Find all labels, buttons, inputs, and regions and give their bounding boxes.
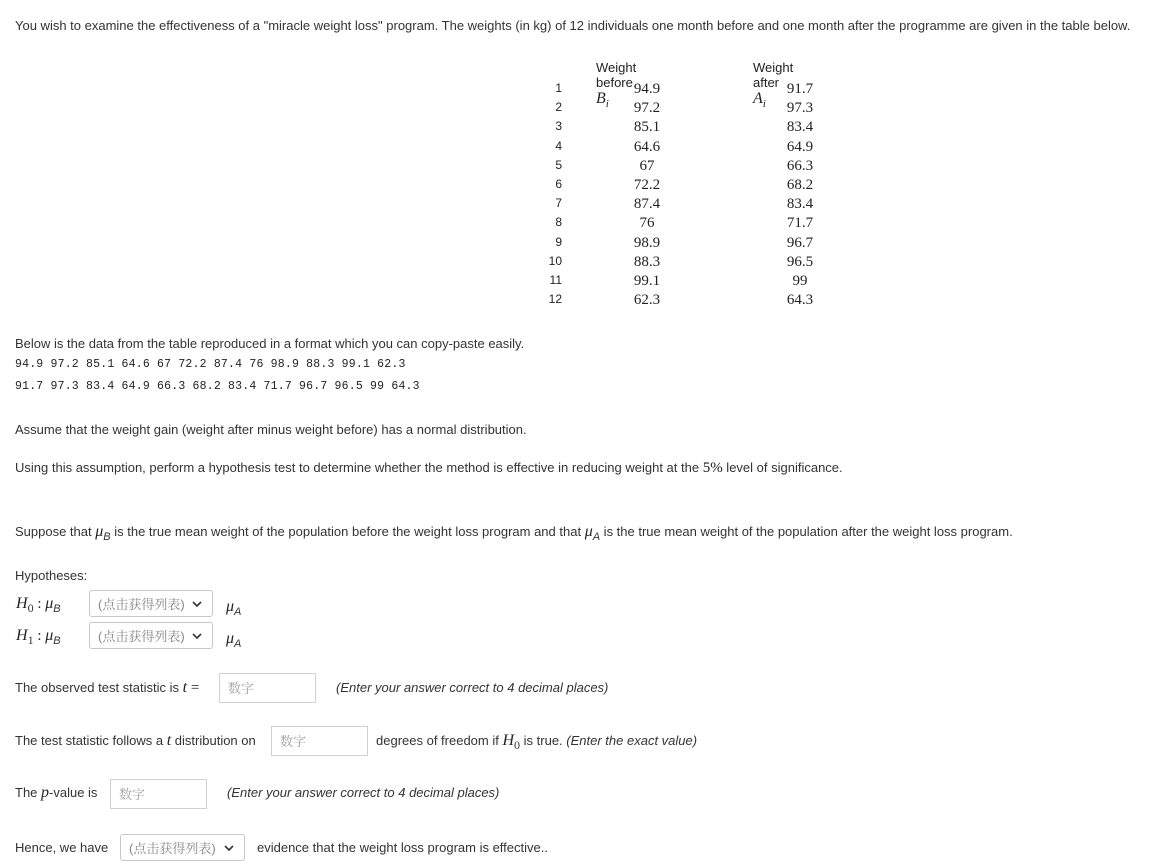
- p-value-note: (Enter your answer correct to 4 decimal places): [227, 785, 500, 800]
- row-index: 4: [555, 138, 562, 153]
- h0-relation-select[interactable]: [89, 590, 213, 617]
- row-index: 10: [548, 253, 562, 268]
- row-index: 9: [555, 234, 562, 249]
- weight-after-cell: 97.3: [786, 100, 814, 117]
- test-statistic-input[interactable]: [219, 673, 316, 703]
- weight-after-cell: 68.2: [786, 177, 814, 193]
- test-statistic-note: (Enter your answer correct to 4 decimal places): [336, 680, 609, 695]
- header-weight-before: Weight before $B_i$: [596, 60, 637, 110]
- weight-before-cell: 99.1: [633, 273, 661, 289]
- row-index: 1: [555, 81, 562, 95]
- weight-after-cell: 99: [792, 273, 808, 289]
- weight-after-cell: 66.3: [786, 157, 814, 174]
- weight-after-cell: 96.5: [786, 253, 814, 270]
- weight-before-cell: 64.6: [633, 138, 661, 155]
- weight-before-cell: 94.9: [633, 81, 661, 97]
- weight-before-cell: 88.3: [633, 253, 661, 270]
- row-index: 12: [548, 292, 562, 307]
- h0-select-value: (点击获得列表): [98, 597, 185, 612]
- df-label: The test statistic follows a t distribution on: [15, 732, 256, 749]
- chevron-down-icon: [190, 597, 204, 611]
- degrees-of-freedom-input[interactable]: [271, 726, 368, 756]
- row-index: 3: [555, 119, 562, 134]
- weight-before-cell: 85.1: [633, 119, 661, 136]
- conclusion-suffix: evidence that the weight loss program is effective..: [257, 840, 548, 855]
- df-suffix: degrees of freedom if H0 is true. (Enter the exact value): [376, 732, 698, 752]
- weight-before-cell: 76: [639, 215, 655, 232]
- weight-after-cell: 64.9: [786, 138, 814, 155]
- p-value-input[interactable]: [110, 779, 207, 809]
- p-value-label: The p-value is: [15, 784, 98, 801]
- weight-before-cell: 62.3: [633, 292, 661, 309]
- row-index: 2: [555, 100, 562, 115]
- definitions-text: Suppose that $\mu_B$ is the true mean weight of the population before the weight loss program and that $\mu_A$ is the true mean weight of the population after the weight loss program.: [15, 523, 1013, 543]
- row-index: 7: [555, 196, 562, 211]
- assumption-text: Assume that the weight gain (weight after minus weight before) has a normal distribution.: [15, 422, 527, 437]
- weight-after-cell: 83.4: [786, 196, 814, 213]
- row-index: 11: [549, 273, 562, 287]
- weight-after-cell: 71.7: [786, 215, 814, 232]
- h0-label: H0 : $\mu_B$: [16, 595, 61, 615]
- weight-before-cell: 87.4: [633, 196, 661, 213]
- h1-select-value: (点击获得列表): [98, 629, 185, 644]
- hypotheses-label: Hypotheses:: [15, 568, 88, 583]
- header-weight-after: Weight after $A_i$: [753, 60, 794, 110]
- row-index: 8: [555, 215, 562, 230]
- test-statistic-label: The observed test statistic is t =: [15, 679, 200, 696]
- row-index: 5: [555, 157, 562, 172]
- weight-after-cell: 83.4: [786, 119, 814, 136]
- chevron-down-icon: [190, 629, 204, 643]
- chevron-down-icon: [222, 841, 236, 855]
- h1-mu-a: $\mu_A$: [226, 630, 242, 650]
- conclusion-select-value: (点击获得列表): [129, 841, 216, 856]
- weight-before-cell: 67: [639, 157, 655, 174]
- h1-relation-select[interactable]: [89, 622, 213, 649]
- conclusion-evidence-select[interactable]: [120, 834, 245, 861]
- weight-before-cell: 72.2: [633, 177, 661, 193]
- after-values-line: 91.7 97.3 83.4 64.9 66.3 68.2 83.4 71.7 96.7 96.5 99 64.3: [15, 380, 420, 393]
- intro-text: You wish to examine the effectiveness of a "miracle weight loss" program. The weights (in kg) of 12 individuals one month before and one month after the programme are given in the table below.: [15, 18, 1131, 33]
- before-values-line: 94.9 97.2 85.1 64.6 67 72.2 87.4 76 98.9 88.3 99.1 62.3: [15, 358, 406, 371]
- weight-after-cell: 64.3: [786, 292, 814, 309]
- row-index: 6: [555, 177, 562, 191]
- h0-mu-a: $\mu_A$: [226, 598, 242, 618]
- task-text: Using this assumption, perform a hypothesis test to determine whether the method is effective in reducing weight at the 5% level of significance.: [15, 460, 843, 476]
- conclusion-prefix: Hence, we have: [15, 840, 109, 855]
- copy-note: Below is the data from the table reproduced in a format which you can copy-paste easily.: [15, 336, 525, 351]
- h1-label: H1 : $\mu_B$: [16, 627, 61, 647]
- weight-after-cell: 91.7: [786, 81, 814, 97]
- weight-before-cell: 97.2: [633, 100, 661, 117]
- weight-before-cell: 98.9: [633, 234, 661, 251]
- weight-after-cell: 96.7: [786, 234, 814, 251]
